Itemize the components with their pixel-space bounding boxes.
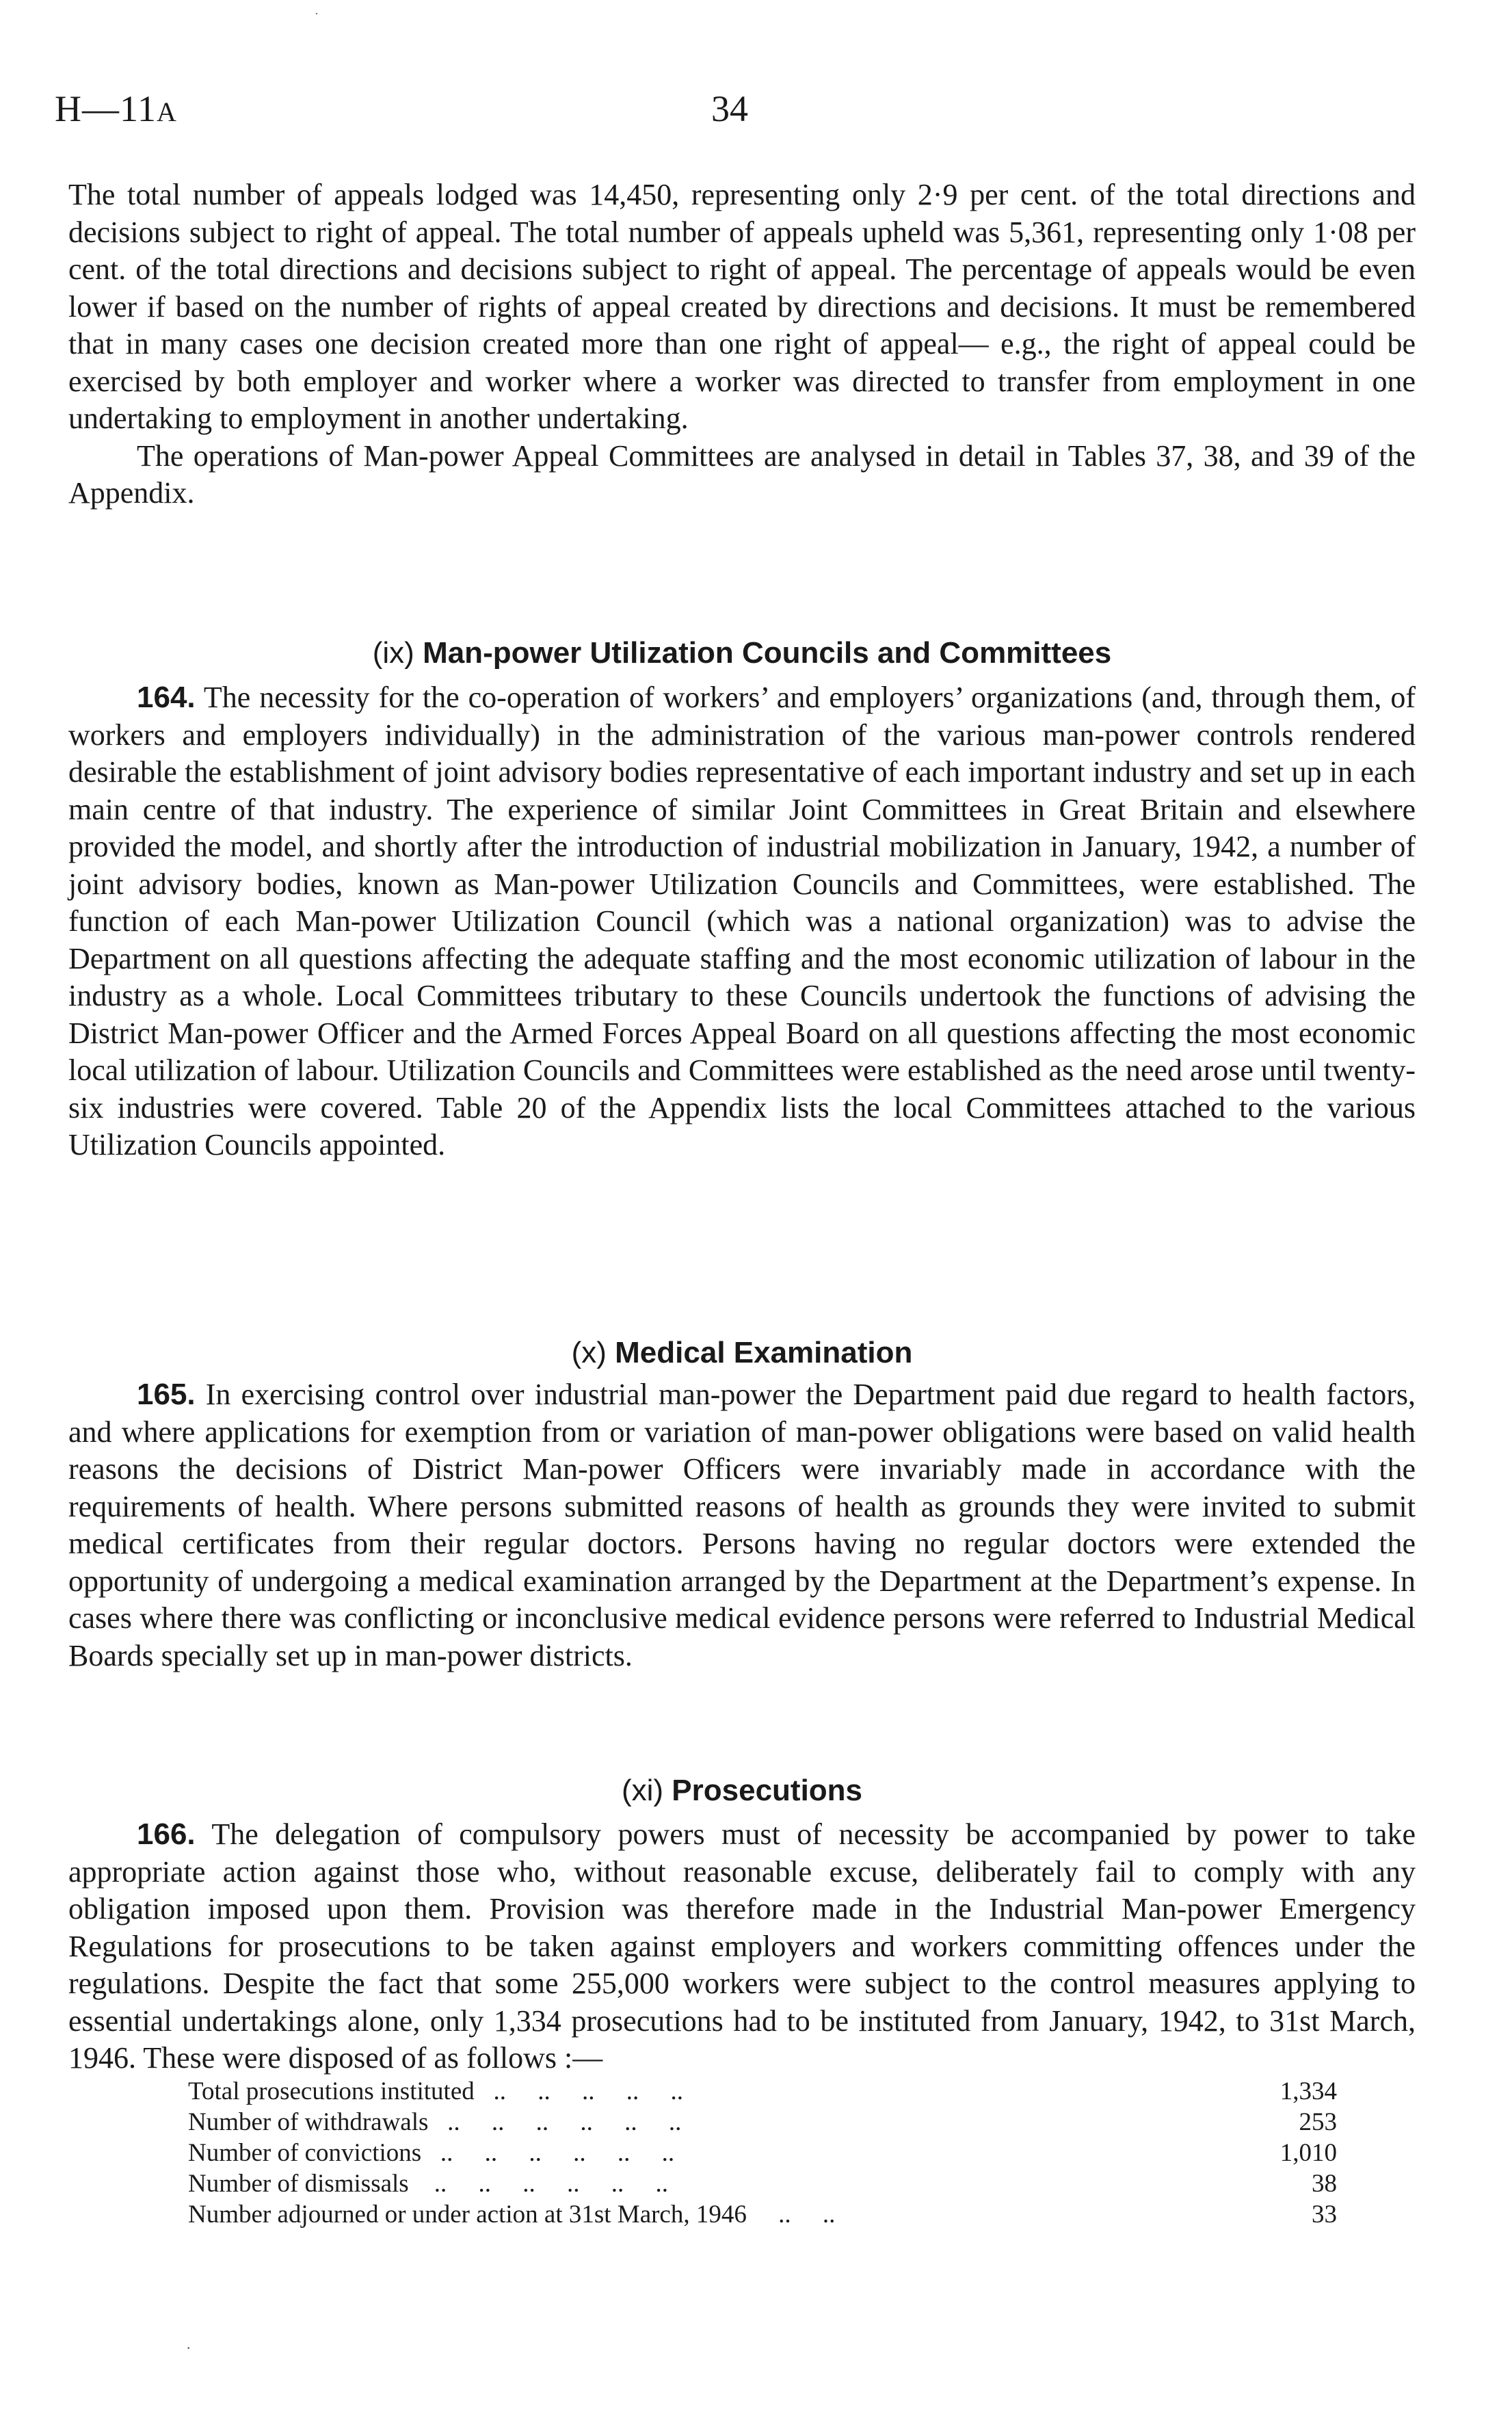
section-heading-utilization: (ix) Man-power Utilization Councils and Committees (372, 636, 1112, 670)
stat-row (188, 2107, 1337, 2138)
stat-value: 38 (1312, 2170, 1337, 2198)
prosecution-stats-table (188, 2076, 1337, 2230)
stat-label: Number of withdrawals .. .. .. .. .. .. (188, 2108, 682, 2136)
section-utilization-body (68, 679, 1416, 1164)
paragraph-166: 166. The delegation of compulsory powers must of necessity be accompanied by power to take appropriate action against those who, without reasonable excuse, deliberately fail to comply with any obligation imposed upon them. Provision was therefore made in the Industrial Man-power Emergency Regulations for prosecutions to be taken against employers and workers committing offences under the regulations. Despite the fact that some 255,000 workers were subject to the control measures applying to essential undertakings alone, only 1,334 prosecutions had to be instituted from January, 1942, to 31st March, 1946. These were disposed of as follows :— (68, 1817, 1416, 2075)
paragraph-number: 165. (137, 1378, 196, 1411)
scan-speck: · (186, 2339, 191, 2356)
stat-label: Total prosecutions instituted .. .. .. .. .. (188, 2077, 683, 2105)
intro-text (68, 176, 1416, 512)
stat-row (188, 2076, 1337, 2107)
paragraph-164: 164. The necessity for the co-operation of workers’ and employers’ organizations (and, through them, of workers and employers individually) in the administration of the various man-power controls rendered desirable the establishment of joint advisory bodies representative of each important industry and set up in each main centre of that industry. The experience of similar Joint Committees in Great Britain and elsewhere provided the model, and shortly after the introduction of industrial mobilization in January, 1942, a number of joint advisory bodies, known as Man-power Utilization Councils and Committees, were established. The function of each Man-power Utilization Council (which was a national organization) was to advise the Department on all questions affecting the adequate staffing and the most economic utilization of labour in the industry as a whole. Local Committees tributary to these Councils undertook the functions of advising the District Man-power Officer and the Armed Forces Appeal Board on all questions affecting the most economic local utilization of labour. Utilization Councils and Committees were established as the need arose until twenty-six industries were covered. Table 20 of the Appendix lists the local Committees attached to the various Utilization Councils appointed. (68, 681, 1416, 1161)
stat-row (188, 2168, 1337, 2199)
stat-value: 1,334 (1279, 2077, 1337, 2105)
stat-value: 33 (1312, 2200, 1337, 2229)
intro-paragraph-appeals: The total number of appeals lodged was 14,450, representing only 2·9 per cent. of the total directions and decisions subject to right of appeal. The total number of appeals upheld was 5,361, representing only 1·08 per cent. of the total directions and decisions subject to right of appeal. The percentage of appeals would be even lower if based on the number of rights of appeal created by directions and decisions. It must be remembered that in many cases one decision created more than one right of appeal— e.g., the right of appeal could be exercised by both employer and worker where a worker was directed to transfer from employment in one undertaking to employment in another undertaking. (68, 178, 1416, 435)
section-prosecutions-body (68, 1816, 1416, 2077)
stat-value: 253 (1299, 2108, 1337, 2136)
document-code: H—11A (55, 88, 177, 129)
scan-speck: · (315, 7, 319, 21)
section-heading-prosecutions: (xi) Prosecutions (621, 1774, 863, 1807)
stat-label: Number of dismissals .. .. .. .. .. .. (188, 2170, 668, 2198)
paragraph-165: 165. In exercising control over industrial man-power the Department paid due regard to health factors, and where applications for exemption from or variation of man-power obligations were based on valid health reasons the decisions of District Man-power Officers were invariably made in accordance with the requirements of health. Where persons submitted reasons of health as grounds they were invited to submit medical certificates from their regular doctors. Persons having no regular doctors were extended the opportunity of undergoing a medical examination arranged by the Department at the Department’s expense. In cases where there was conflicting or inconclusive medical evidence persons were referred to Industrial Medical Boards specially set up in man-power districts. (68, 1378, 1416, 1672)
page-number: 34 (711, 88, 748, 129)
stat-label: Number of convictions .. .. .. .. .. .. (188, 2139, 675, 2167)
paragraph-number: 166. (137, 1817, 196, 1851)
stat-row (188, 2138, 1337, 2168)
section-medical-body (68, 1376, 1416, 1674)
stat-row (188, 2199, 1337, 2230)
paragraph-number: 164. (137, 681, 196, 714)
section-heading-medical: (x) Medical Examination (571, 1336, 913, 1369)
intro-paragraph-committees: The operations of Man-power Appeal Committees are analysed in detail in Tables 37, 38, and 39 of the Appendix. (68, 438, 1416, 510)
stat-value: 1,010 (1279, 2139, 1337, 2167)
stat-label: Number adjourned or under action at 31st March, 1946 .. .. (188, 2200, 836, 2229)
